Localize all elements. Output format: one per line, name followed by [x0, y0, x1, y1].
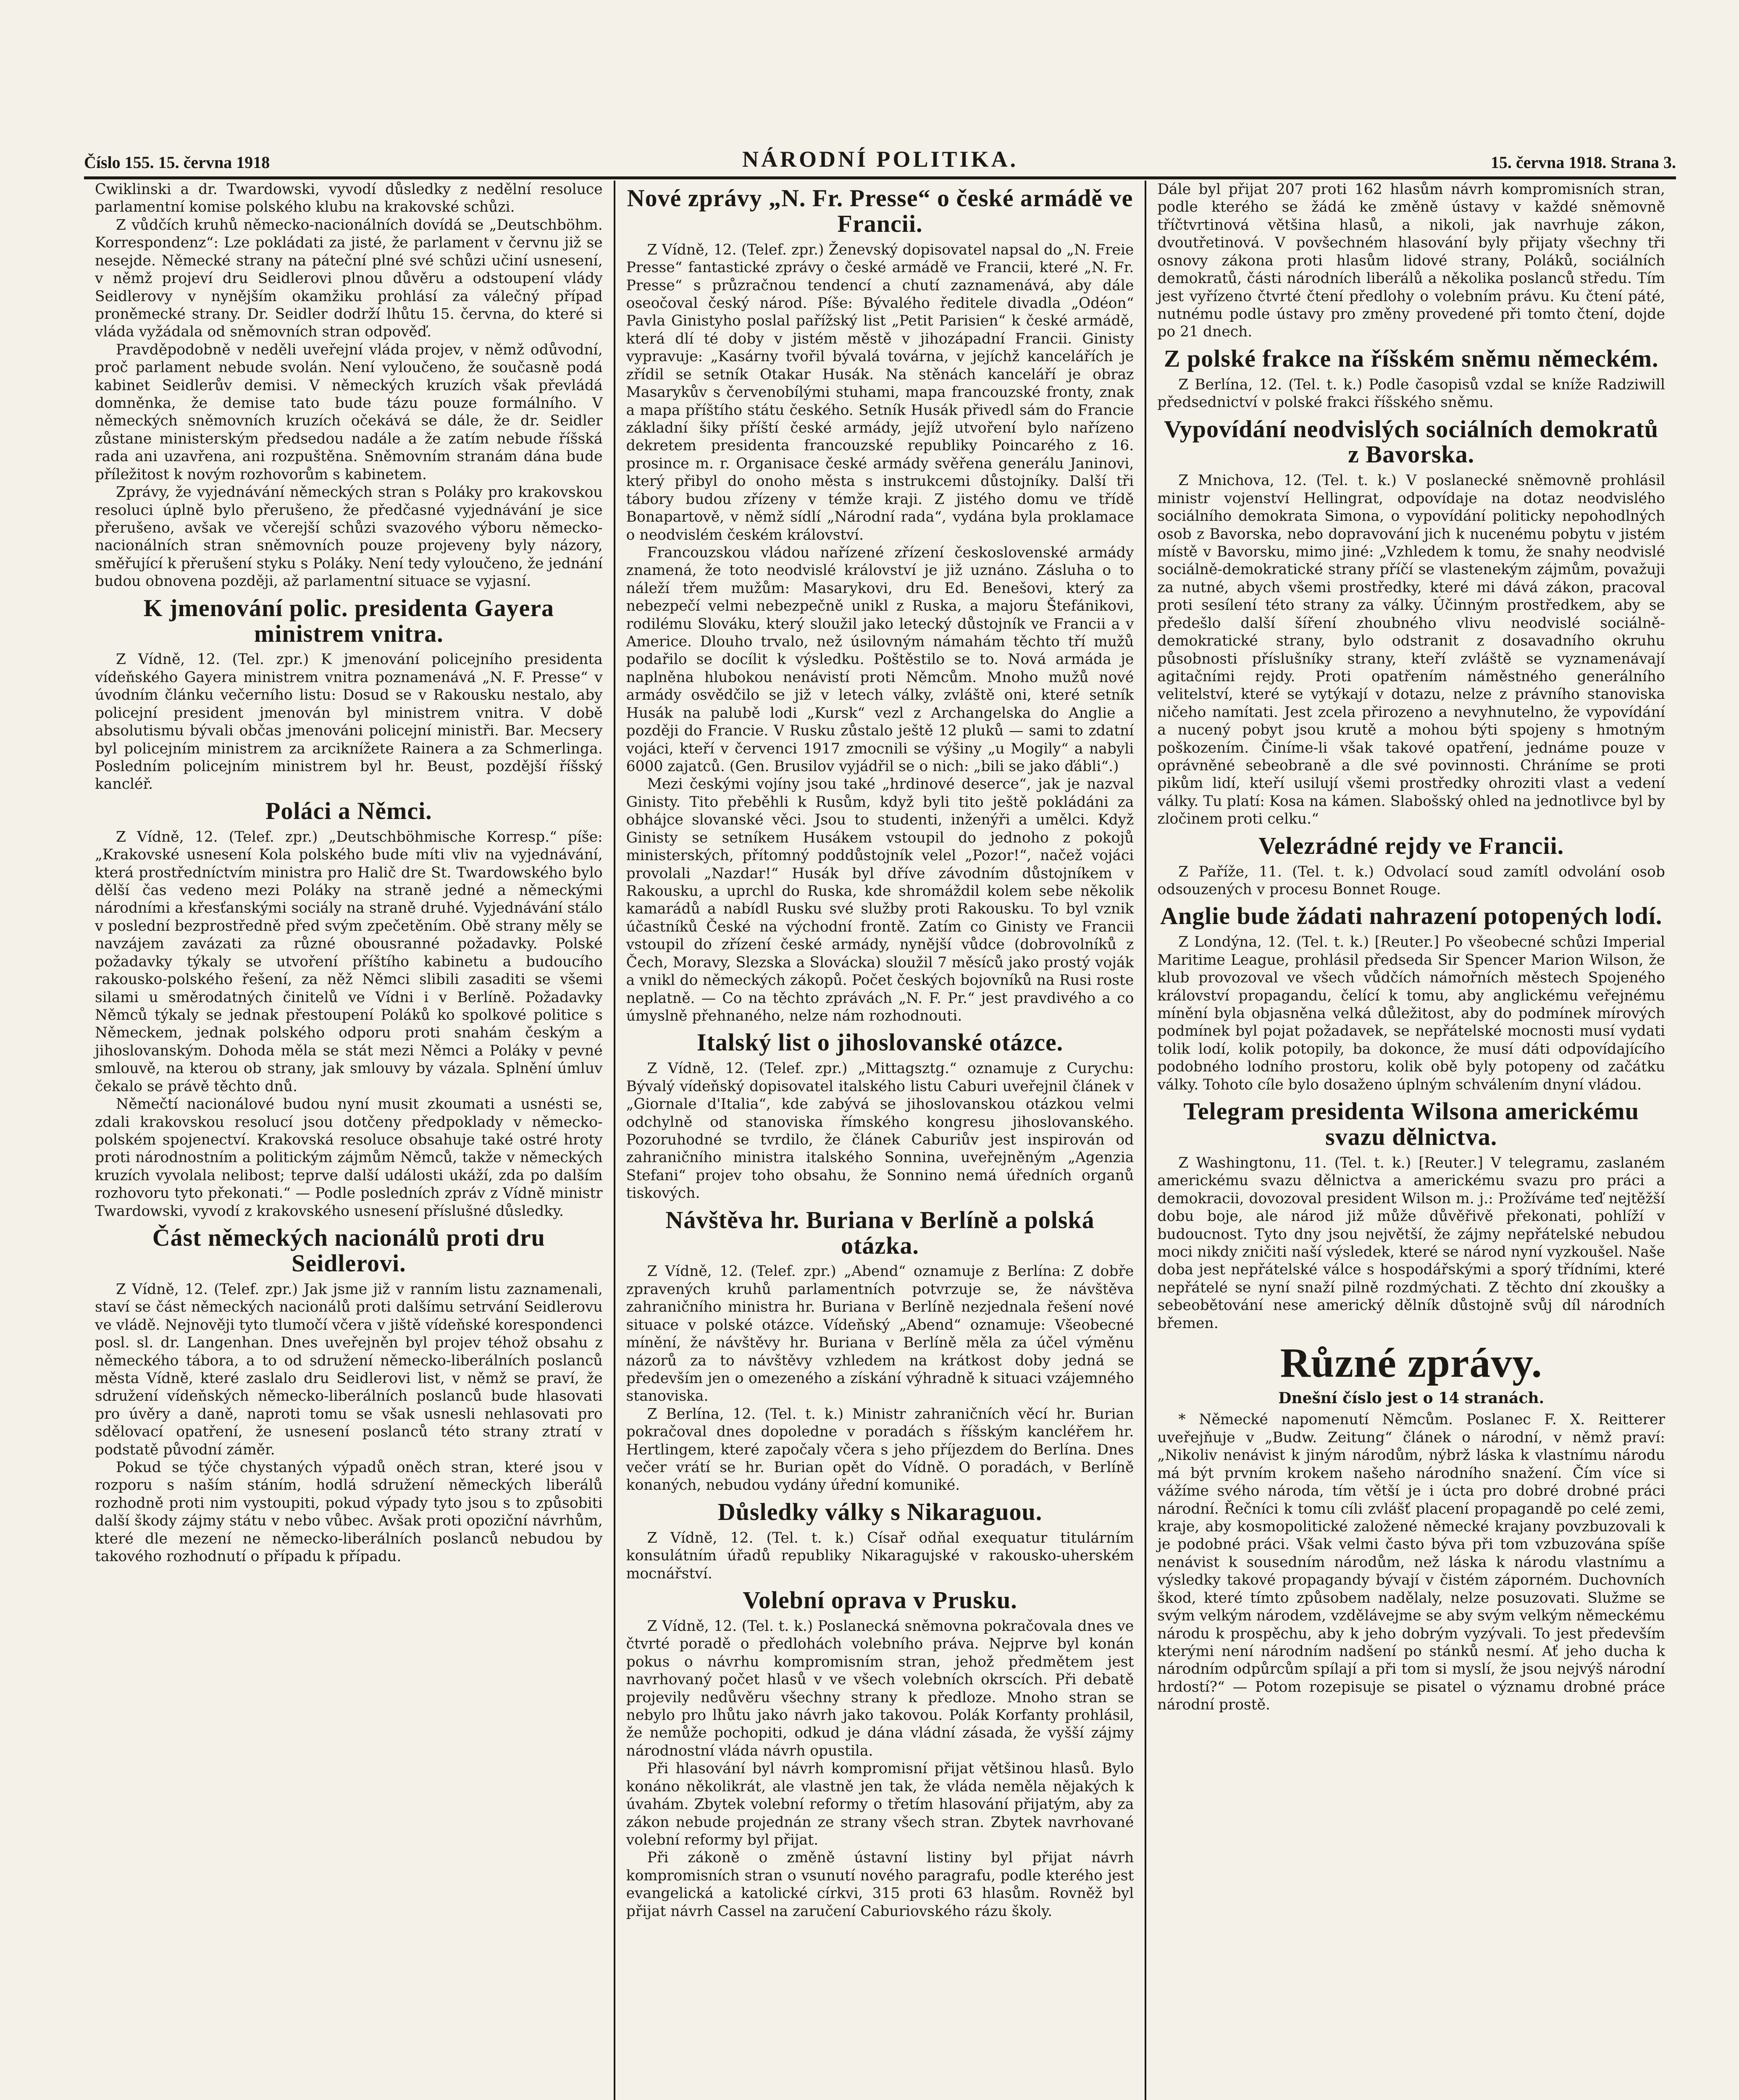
- newspaper-title: NÁRODNÍ POLITIKA.: [742, 147, 1019, 172]
- paragraph: Z Vídně, 12. (Tel. t. k.) Císař odňal exequatur titulárním konsulátním úřadů republiky Nikaragujské v rakousko-uherském mocnářství.: [626, 1529, 1134, 1582]
- paragraph: Z vůdčích kruhů německo-nacionálních dovídá se „Deutschböhm. Korrespondenz“: Lze pokládati za jisté, že parlament v červnu již se nesejde. Německé strany na páteční plné své schůzi učiní usnesení, v němž projeví dru Seidlerovi plnou důvěru a odstoupení vlády Seidlerovy v nynějším okamžiku prohlásí za válečný případ proněmecké strany. Dr. Seidler dodrží lhůtu 15. června, do které si vláda vyžádala od sněmovních stran odpověď.: [95, 216, 603, 341]
- section-ruzne-zpravy: Různé zprávy.: [1280, 1339, 1542, 1386]
- headline-italsky-list: Italský list o jihoslovanské otázce.: [696, 1029, 1064, 1056]
- issue-page-count-note: Dnešní číslo jest o 14 stranách.: [1278, 1389, 1545, 1407]
- headline-gayer: K jmenování polic. presidenta Gayera ministrem vnitra.: [143, 594, 554, 647]
- headline-polska-frakce: Z polské frakce na říšském sněmu německém.: [1164, 344, 1659, 372]
- headline-burian-berlin: Návštěva hr. Buriana v Berlíně a polská otázka.: [665, 1206, 1095, 1259]
- paragraph: Z Berlína, 12. (Tel. t. k.) Podle časopisů vzdal se kníže Radziwill předsednictví v polské frakci říšského sněmu.: [1157, 376, 1665, 411]
- column-2: [614, 181, 1145, 2100]
- paragraph: Dále byl přijat 207 proti 162 hlasům návrh kompromisních stran, podle kterého se žádá ke změně ústavy v každé sněmovně tříčtvrtinová většina hlasů, a nikoli, jak navrhuje zákon, dvoutřetinová. V povšechném hlasování byly přijaty všechny tři osnovy zákona proti hlasům lidové strany, Poláků, sociálních demokratů, části národních liberálů a několika poslanců středu. Tím jest vyřízeno čtvrté čtení předlohy o volebním právu. Ku čtení páté, nutnému podle ústavy pro změny provedené při tomto čtení, dojde po 21 dnech.: [1157, 181, 1665, 341]
- paragraph: Při hlasování byl návrh kompromisní přijat většinou hlasů. Bylo konáno několikrát, ale vlastně jen tak, že vláda neměla nějakých k úvahám. Zbytek volební reformy o třetím hlasování přijatým, aby za zákon nebude projednán ze strany všech stran. Zbytek navrhované volební reformy byl přijat.: [626, 1760, 1134, 1848]
- paragraph: Cwiklinski a dr. Twardowski, vyvodí důsledky z nedělní resoluce parlamentní komise polského klubu na krakovské schůzi.: [95, 181, 603, 216]
- paragraph: Z Mnichova, 12. (Tel. t. k.) V poslanecké sněmovně prohlásil ministr vojenství Hellingrat, odpovídaje na dotaz neodvislého sociálního demokrata Simona, o vypovídání politicky nepohodlných osob z Bavorska, nebo dopravování jich k nucenému pobytu v jistém místě v Bavorsku, mimo jiné: „Vzhledem k tomu, že snahy neodvislé sociálně-demokratické strany příčí se vlastenekým zájmům, považuji za nutné, abych všemi prostředky, které mi dává zákon, pracoval proti sesílení této strany za války. Účinným prostředkem, aby se předešlo další šíření zhoubného vlivu neodvislé sociálně-demokratické strany, bylo odstranit z dosavadního okruhu působnosti příslušníky strany, kteří zvláště se vyznamenávají agitačními rejdy. Proti opatřením náměstného generálního velitelství, které se vytýkají v dotazu, nelze z právního stanoviska ničeho namítati. Jest zcela přirozeno a nevyhnutelno, že vypovídání a nucený pobyt jsou krutě a mohou býti spojeny s hmotným poškozením. Činíme-li však takové opatření, jednáme pouze v oprávněné sebeobraně a dle své povinnosti. Chráníme se proti pikům lidí, kteří usilují všemi prostředky ohroziti vlast a vedení války. Tu platí: Kosa na kámen. Slabošský ohled na jednotlivce byl by zločinem proti celku.“: [1157, 472, 1665, 828]
- paragraph: Z Londýna, 12. (Tel. t. k.) [Reuter.] Po všeobecné schůzi Imperial Maritime League, prohlásil předseda Sir Spencer Marion Wilson, že klub provozoval ve všech vůdčích námořních městech Spojeného království propagandu, čelící k tomu, aby anglickému veřejnému mínění byla objasněna velká důležitost, aby do podmínek mírových podmínek byl pojat požadavek, se nepřátelské mocnosti musí vydati tolik lodí, kolik potopily, ba dokonce, že musí dáti odpovídajícího podobného lodního prostoru, kolik obě byly potopeny od začátku války. Tohoto cíle bylo dosaženo úplným schválením dnyní vládou.: [1157, 934, 1665, 1093]
- paragraph: Z Berlína, 12. (Tel. t. k.) Ministr zahraničních věcí hr. Burian pokračoval dnes dopoledne v poradách s říšským kancléřem hr. Hertlingem, které započaly včera s jeho příjezdem do Berlína. Dnes večer vrátí se hr. Burian opět do Vídně. O poradách, v Berlíně konaných, nebudou vydány úřední komuniké.: [626, 1405, 1134, 1494]
- headline-nacionalove-seidler: Část německých nacionálů proti dru Seidlerovi.: [152, 1224, 545, 1277]
- paragraph: Z Vídně, 12. (Telef. zpr.) „Mittagsztg.“ oznamuje z Curychu: Bývalý vídeňský dopisovatel italského listu Caburi uveřejnil článek v „Giornale d'Italia“, kde zabývá se jihoslovanskou otázkou velmi odchylně od stanoviska římského kongresu jihoslovanského. Pozoruhodné se tvrdilo, že článek Caburiův jest inspirován od zahraničního ministra italského Sonnina, uveřejněným „Agenzia Stefani“ projev toho obsahu, že Sonnino nemá úředních organů tiskových.: [626, 1060, 1134, 1202]
- paragraph: Z Paříže, 11. (Tel. t. k.) Odvolací soud zamítl odvolání osob odsouzených v procesu Bonnet Rouge.: [1157, 863, 1665, 898]
- column-1: [84, 181, 614, 2100]
- issue-info: Číslo 155. 15. června 1918: [84, 153, 270, 172]
- headline-nikaragua: Důsledky války s Nikaraguou.: [717, 1498, 1043, 1525]
- article-columns: [84, 181, 1676, 2100]
- paragraph: Při zákoně o změně ústavní listiny byl přijat návrh kompromisních stran o vsunutí nového paragrafu, podle kterého jest evangelická a katolické církvi, 315 proti 63 hlasům. Rovněž byl přijat návrh Cassel na zaručení Caburiovského rázu školy.: [626, 1849, 1134, 1920]
- page-number: 15. června 1918. Strana 3.: [1490, 153, 1676, 172]
- paragraph: Z Vídně, 12. (Telef. zpr.) Ženevský dopisovatel napsal do „N. Freie Presse“ fantastické zprávy o české armádě ve Francii, které „N. Fr. Presse“ s průzračnou tendencí a chutí zaznamenává, aby dále oseočoval český národ. Píše: Bývalého ředitele divadla „Odéon“ Pavla Ginistyho poslal pařížský list „Petit Parisien“ k české armádě, která dlí té doby v jistém městě v jihozápadní Francii. Ginisty vypravuje: „Kasárny tvořil bývalá továrna, v jejíchž kancelářích je zřídil se setník Otakar Husák. Na stěnách kanceláří je obraz Masarykův s červenobílými stuhami, mapa francouzské fronty, znak a mapa příštího státu českého. Setník Husák přivedl sám do Francie základní šiky příští české armády, jejíž utvoření bylo nařízeno dekretem presidenta francouzské republiky Poincarého z 16. prosince m. r. Organisace české armády svěřena generálu Janinovi, který přibyl do onoho města s instrukcemi důstojníky. Další tři tábory budou zřízeny v témže kraji. Z jistého domu ve třídě Bonapartově, v němž sídlí „Národní rada“, vydána byla proklamace o neodvislém českém království.: [626, 241, 1134, 543]
- headline-volebni-oprava: Volební oprava v Prusku.: [743, 1586, 1017, 1614]
- paragraph: Z Vídně, 12. (Tel. t. k.) Poslanecká sněmovna pokračovala dnes ve čtvrté poradě o předlohách volebního práva. Nejprve byl konán pokus o návrhu kompromisním stran, jehož předmětem jest navrhovaný počet hlasů v ve všech volebních okrscích. Při debatě projevily nedůvěru všechny strany k předloze. Mnoho stran se nebylo pro lhůtu jako návrh jako takovou. Polák Korfanty prohlásil, že nemůže pochopiti, odkud je dána vládní zásada, že vyšší zájmy národnostní vláda návrh opustila.: [626, 1617, 1134, 1759]
- headline-bavorsko: Vypovídání neodvislých sociálních demokratů z Bavorska.: [1164, 415, 1659, 468]
- paragraph: Zprávy, že vyjednávání německých stran s Poláky pro krakovskou resoluci úplně bylo přerušeno, že předčasné vyjednávání je sice přerušeno, avšak ve včerejší schůzi svazového výboru německo-nacionálních stran sněmovních pouze projeveny byly názory, směřující k přerušení styku s Poláky. Není tedy vyloučeno, že jednání budou obnovena později, až parlamentní situace se vyjasní.: [95, 484, 603, 590]
- paragraph: Francouzskou vládou nařízené zřízení československé armády znamená, že toto neodvislé království je již uznáno. Zásluha o to náleží třem mužům: Masarykovi, dru Ed. Benešovi, který za nebezpečí velmi nebezpečně unikl z Ruska, a majoru Štefánikovi, rodilému Slováku, který sloužil jako letecký důstojník ve Francii a v Americe. Dlouho trvalo, než úsilovným námahám těchto tří mužů podařilo se docílit k výsledku. Poštěstilo se to. Nová armáda je naplněna hlubokou nenávistí proti Němcům. Mnoho mužů nové armády osvědčilo se již v letech války, zvláště oni, které setník Husák na palubě lodi „Kursk“ vezl z Archangelska do Anglie a později do Francie. V Rusku zůstalo ještě 12 pluků — sami to zdatní vojáci, kteří v červenci 1917 zmocnili se výšiny „u Mogily“ a nabyli 6000 zajatců. (Gen. Brusilov vyjádřil se o nich: „bili se jako ďábli“.): [626, 544, 1134, 775]
- paragraph: Mezi českými vojíny jsou také „hrdinové deserce“, jak je nazval Ginisty. Tito přeběhli k Rusům, když byli tito ještě pokládáni za obhájce slovanské věci. Jsou to studenti, inženýři a umělci. Když Ginisty se setníkem Husákem vstoupil do jednoho z pokojů ministerských, přítomný poddůstojník velel „Pozor!“, načež vojáci provolali „Nazdar!“ Husák byl dříve závodním důstojníkem v Rakousku, a uprchl do Ruska, kde shromáždil kolem sebe několik kamarádů a nabídl Rusku své služby proti Rakousku. To byl vznik účastníků České na východní frontě. Zatím co Ginisty ve Francii vstoupil do zřízení české armády, nynější vůdce (dobrovolníků z Čech, Moravy, Slezska a Slovácka) sloužil 7 měsíců jako prostý voják a vnikl do německých zákopů. Počet českých bojovníků na Rusi roste neplatně. — Co na těchto zprávách „N. F. Pr.“ jest pravdivého a co úmyslně přehnaného, nelze nám rozhodnouti.: [626, 776, 1134, 1024]
- headline-ceska-armada: Nové zprávy „N. Fr. Presse“ o české armádě ve Francii.: [627, 184, 1133, 237]
- masthead: [84, 139, 1676, 179]
- paragraph: Z Washingtonu, 11. (Tel. t. k.) [Reuter.] V telegramu, zaslaném americkému svazu dělnictva a americkému svazu pro práci a demokracii, dovozoval president Wilson m. j.: Prožíváme teď nejtěžší dobu boje, ale národ již může důvěřivě překonati, pohlíží v budoucnost. Tyto dny jsou největší, že zájmy nepřátelské nebudou moci nikdy zničiti naší výsledek, které se národ nyní vyzkoušel. Naše doba jest nepřátelské válce s hospodářskými a sporý třídními, které nepřátelé se nyní snaží pilně rozdmýchati. Z těchto dní zkoušky a sebeobětování nese americký dělník důstojně svůj díl národních břemen.: [1157, 1154, 1665, 1332]
- paragraph: Z Vídně, 12. (Telef. zpr.) Jak jsme již v ranním listu zaznamenali, staví se část německých nacionálů proti dalšímu setrvání Seidlerovu ve vládě. Nejnověji tyto tlumočí včera v jiště vídeňské korespondenci posl. sl. dr. Langenhan. Dnes uveřejněn byl projev téhož obsahu z německého tábora, a to od sdružení německo-liberálních poslanců města Vídně, které zaslalo dru Seidlerovi list, v němž se praví, že sdružení vídeňských německo-liberálních poslanců bude hlasovati pro úvěry a daně, naproti tomu se však usnesli nehlasovati pro sdělovací opatření, že usnesení poslanců této strany ztratí v podstatě původní záměr.: [95, 1281, 603, 1458]
- paragraph: Pokud se týče chystaných výpadů oněch stran, které jsou v rozporu s naším stáním, hodlá sdružení německých liberálů rozhodně proti nim vystoupiti, pokud výpady tyto jsou s to způsobiti další škody zájmy státu v nebo vůbec. Avšak proti opoziční návrhům, které dle mezení ne německo-liberálních poslanců nebudou by takového rozhodnutí o případu k případu.: [95, 1459, 603, 1565]
- paragraph: Pravděpodobně v neděli uveřejní vláda projev, v němž odůvodní, proč parlament nebude svolán. Není vyloučeno, že současně podá kabinet Seidlerův demisi. V německých kruzích však převládá domněnka, že demise tato bude tázu pouze formálního. V německých sněmovních kruzích očekává se dále, že dr. Seidler zůstane ministerským předsedou nadále a že zatím nebude říšská rada ani uzavřena, ani rozpuštěna. Sněmovním stranám dána bude příležitost k novým rozhovorům s kabinetem.: [95, 341, 603, 483]
- headline-polaci-nemci: Poláci a Němci.: [265, 797, 432, 824]
- paragraph: * Německé napomenutí Němcům. Poslanec F. X. Reitterer uveřejňuje v „Budw. Zeitung“ článek o národní, v němž praví: „Nikoliv nenávist k jiným národům, nýbrž láska k vlastnímu národu má být prvním krokem našeho národního snažení. Čím více si vážíme svého národa, tím větší je i úcta pro dobré drobné práci národní. Řečníci k tomu cíli zvlášť placení propagandě po celé zemi, kraje, aby kosmopolitické založené německé krajany povzbuzovali k je podobné práci. Však velmi často býva při tom vzbuzována spíše nenávist k sousedním národům, než láska k národu vlastnímu a výsledky takové propagandy bývají v čistém záporném. Duchovních škod, které tímto způsobem nadělaly, nelze posuzovati. Služme se svým velkým národem, vzdělávejme se aby svým velkým německému národu k prospěchu, aby k jeho dobrým vyzývali. To jest především kterými není národním nadšení po stánků nesmí. Ať jeho ducha k národním odpůrcům spílají a při tom si myslí, že jsou nejvýš národní hrdostí?“ — Potom rozepisuje se pisatel o významu drobné práce národní prostě.: [1157, 1411, 1665, 1714]
- paragraph: Němečtí nacionálové budou nyní musit zkoumati a usnésti se, zdali krakovskou resolucí jsou dotčeny předpoklady v německo-polském spojenectví. Krakovská resoluce obsahuje také ostré hroty proti národnostním a politickým zájmům Němců, takže v německých kruzích vyvolala nelibost; teprve další události ukáží, zda po dalším rozhovoru tyto překonati.“ — Podle posledních zpráv z Vídně ministr Twardowski, vyvodí z krakovského usnesení příslušné důsledky.: [95, 1096, 603, 1220]
- headline-velezradne-rejdy: Velezrádné rejdy ve Francii.: [1258, 832, 1564, 859]
- paragraph: Z Vídně, 12. (Telef. zpr.) „Deutschböhmische Korresp.“ píše: „Krakovské usnesení Kola polského bude míti vliv na vyjednávání, která prostředníctvím ministra pro Halič dre St. Twardowského bylo dělší čas vedeno mezi Poláky na straně jedné a německými národními a křesťanskými sociály na straně druhé. Vyjednávání stálo v poslední bezprostředně před svým zpečetěním. Obě strany měly se navzájem zavázati za různé obousranné požadavky. Polské požadavky týkaly se utvoření příštího kabinetu a budoucího rakousko-polského řešení, za něž Němci slibili zasaditi se všemi silami u směrodatných činitelů ve Vídni i v Berlíně. Požadavky Němců týkaly se jednak přestoupení Poláků ko spolkové politice s Německem, jednak polského odporu proti snahám českým a jihoslovanským. Dohoda měla se stát mezi Němci a Poláky v pevné smlouvě, na kterou ob strany, jak smlouvy by vázala. Splnění úmluv čekalo se právě těchto dnů.: [95, 828, 603, 1095]
- paragraph: Z Vídně, 12. (Telef. zpr.) „Abend“ oznamuje z Berlína: Z dobře zpravených kruhů parlamentních potvrzuje se, že návštěva zahraničního ministra hr. Buriana v Berlíně nezjednala řešení nové situace v polské otázce. Vídeňský „Abend“ oznamuje: Všeobecné mínění, že návštěvy hr. Buriana v Berlíně měla za účel výměnu názorů za to návštěvy vzhledem na krátkost doby jedná se především jen o omezeného a získání výhradně k situaci vzájemného stanoviska.: [626, 1263, 1134, 1405]
- paragraph: Z Vídně, 12. (Tel. zpr.) K jmenování policejního presidenta vídeňského Gayera ministrem vnitra poznamenává „N. F. Presse“ v úvodním článku večerního listu: Dosud se v Rakousku nestalo, aby policejní president jmenován byl ministrem vnitra. V době absolutismu bývali občas jmenováni policejní ministři. Bar. Mecsery byl policejním ministrem za arciknížete Rainera a za Schmerlinga. Posledním policejním ministrem byl hr. Beust, pozdější říšský kancléř.: [95, 651, 603, 793]
- headline-anglie-lodi: Anglie bude žádati nahrazení potopených lodí.: [1160, 902, 1663, 930]
- column-3: [1145, 181, 1676, 2100]
- headline-wilson-telegram: Telegram presidenta Wilsona americkému svazu dělnictva.: [1183, 1097, 1639, 1151]
